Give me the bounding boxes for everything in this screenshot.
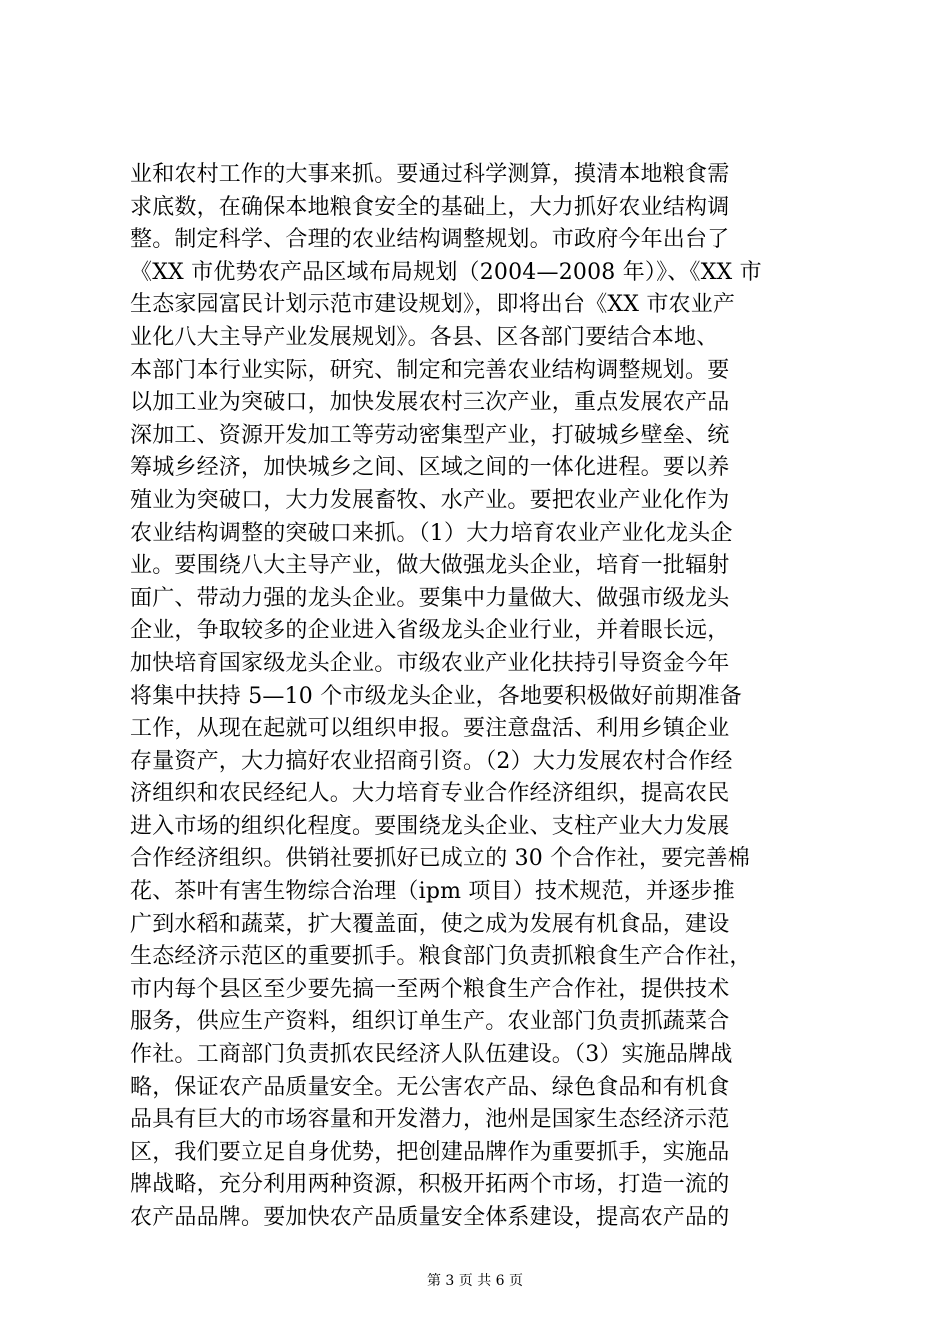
text-line: 服务，供应生产资料，组织订单生产。农业部门负责抓蔬菜合 xyxy=(130,1009,730,1035)
text-line: 业。要围绕八大主导产业，做大做强龙头企业，培育一批辐射 xyxy=(130,553,730,579)
text-line: 区，我们要立足自身优势，把创建品牌作为重要抓手，实施品 xyxy=(130,1139,730,1165)
text-line: 深加工、资源开发加工等劳动密集型产业，打破城乡壁垒、统 xyxy=(130,422,730,448)
text-line: 略，保证农产品质量安全。无公害农产品、绿色食品和有机食 xyxy=(130,1074,730,1100)
text-line: 业和农村工作的大事来抓。要通过科学测算，摸清本地粮食需 xyxy=(130,162,730,187)
text-line: 花、茶叶有害生物综合治理（ipm 项目）技术规范，并逐步推 xyxy=(130,879,735,905)
text-line: 生态经济示范区的重要抓手。粮食部门负责抓粮食生产合作社， xyxy=(130,944,752,970)
text-line: 存量资产，大力搞好农业招商引资。（2）大力发展农村合作经 xyxy=(130,748,733,774)
text-line: 工作，从现在起就可以组织申报。要注意盘活、利用乡镇企业 xyxy=(130,716,730,742)
text-line: 广到水稻和蔬菜，扩大覆盖面，使之成为发展有机食品，建设 xyxy=(130,911,730,937)
page-footer: 第 3 页 共 6 页 xyxy=(426,1273,524,1289)
text-line: 求底数，在确保本地粮食安全的基础上，大力抓好农业结构调 xyxy=(130,194,730,220)
text-line: 牌战略，充分利用两种资源，积极开拓两个市场，打造一流的 xyxy=(130,1172,730,1198)
text-line: 生态家园富民计划示范市建设规划》，即将出台《XX 市农业产 xyxy=(130,292,736,318)
text-line: 以加工业为突破口，加快发展农村三次产业，重点发展农产品 xyxy=(130,390,730,416)
document-body xyxy=(130,159,850,1235)
text-line: 业化八大主导产业发展规划》。各县、区各部门要结合本地、 xyxy=(130,324,719,350)
text-line: 加快培育国家级龙头企业。市级农业产业化扶持引导资金今年 xyxy=(130,650,730,676)
text-line: 品具有巨大的市场容量和开发潜力，池州是国家生态经济示范 xyxy=(130,1107,730,1133)
text-line: 市内每个县区至少要先搞一至两个粮食生产合作社，提供技术 xyxy=(130,976,730,1002)
text-line: 进入市场的组织化程度。要围绕龙头企业、支柱产业大力发展 xyxy=(130,813,730,839)
text-line: 济组织和农民经纪人。大力培育专业合作经济组织，提高农民 xyxy=(130,781,730,807)
text-line: 合作经济组织。供销社要抓好已成立的 30 个合作社，要完善棉 xyxy=(130,846,750,872)
text-line: 作社。工商部门负责抓农民经济人队伍建设。（3）实施品牌战 xyxy=(130,1042,733,1068)
text-line: 企业，争取较多的企业进入省级龙头企业行业，并着眼长远， xyxy=(130,618,730,644)
text-line: 本部门本行业实际，研究、制定和完善农业结构调整规划。要 xyxy=(130,357,730,383)
text-line: 将集中扶持 5—10 个市级龙头企业，各地要积极做好前期准备 xyxy=(130,683,742,709)
text-line: 筹城乡经济，加快城乡之间、区域之间的一体化进程。要以养 xyxy=(130,455,730,481)
text-line: 《XX 市优势农产品区域布局规划（2004—2008 年）》、《XX 市 xyxy=(130,259,762,285)
text-line: 面广、带动力强的龙头企业。要集中力量做大、做强市级龙头 xyxy=(130,585,730,611)
text-line: 农业结构调整的突破口来抓。（1）大力培育农业产业化龙头企 xyxy=(130,520,733,546)
text-line: 殖业为突破口，大力发展畜牧、水产业。要把农业产业化作为 xyxy=(130,487,730,513)
text-line: 农产品品牌。要加快农产品质量安全体系建设，提高农产品的 xyxy=(130,1205,730,1230)
text-line: 整。制定科学、合理的农业结构调整规划。市政府今年出台了 xyxy=(130,227,730,253)
